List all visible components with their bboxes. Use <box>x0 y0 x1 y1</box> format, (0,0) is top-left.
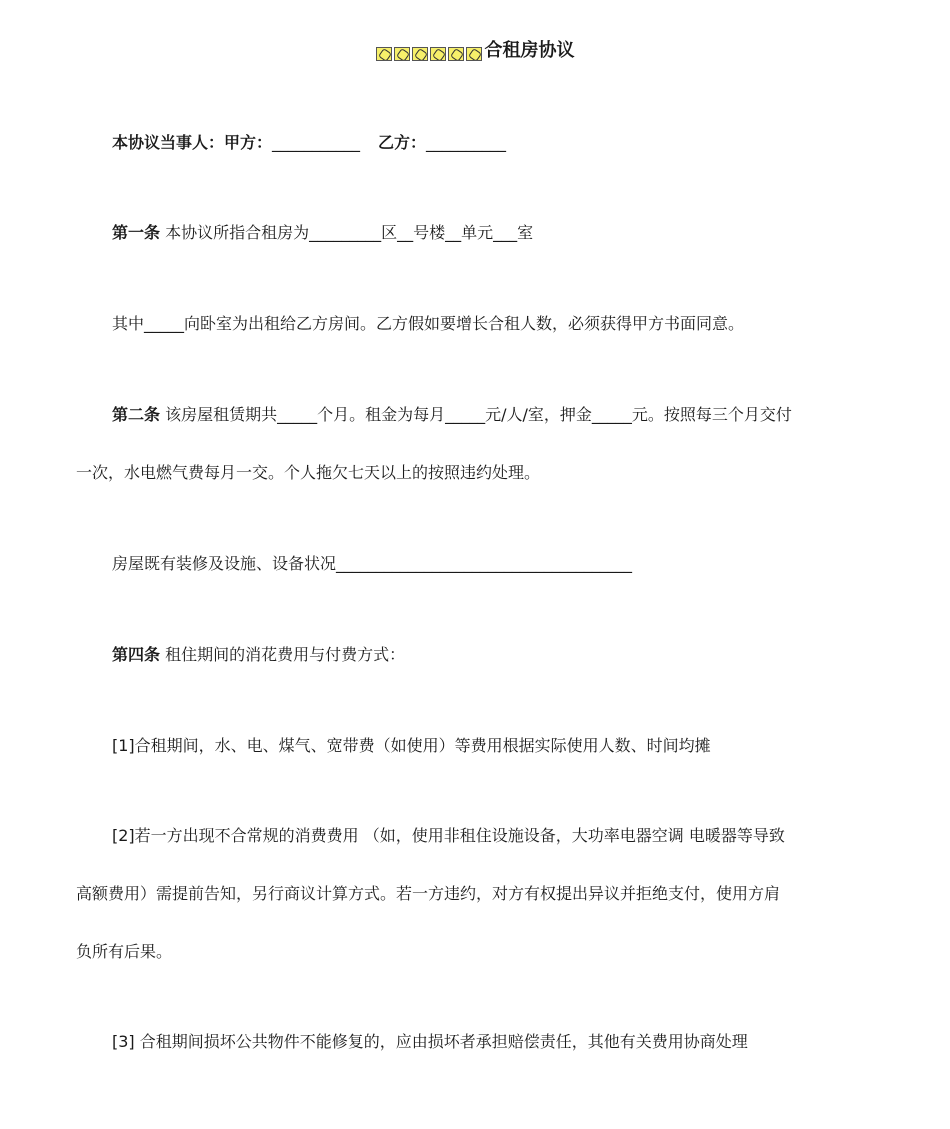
garbled-glyph-icon <box>448 47 464 61</box>
garbled-glyph-icon <box>394 47 410 61</box>
parties-line <box>112 133 506 153</box>
document-title-row <box>0 40 950 62</box>
item-2-line-2: 高额费用）需提前告知，另行商议计算方式。若一方违约，对方有权提出异议并拒绝支付，使用方肩 <box>76 884 781 903</box>
article-4-heading: 第四条 <box>112 645 161 664</box>
facilities-line: 房屋既有装修及设施、设备状况_____________________________________ <box>112 554 633 573</box>
article-1-text: 本协议所指合租房为_________区__号楼__单元___室 <box>160 223 534 242</box>
article-1-heading: 第一条 <box>112 223 161 242</box>
party-a-blank: ___________ <box>272 133 361 152</box>
item-3: [3] 合租期间损坏公共物件不能修复的，应由损坏者承担赔偿责任，其他有关费用协商处理 <box>112 1032 748 1051</box>
parties-label: 本协议当事人：甲方： <box>112 133 273 152</box>
garbled-glyph-icon <box>376 47 392 61</box>
article-2-continued: 一次，水电燃气费每月一交。个人拖欠七天以上的按照违约处理。 <box>76 463 541 482</box>
article-4 <box>112 645 405 665</box>
garbled-glyph-icon <box>430 47 446 61</box>
party-b-blank: __________ <box>426 133 507 152</box>
article-2 <box>112 405 792 425</box>
garbled-glyph-icon <box>412 47 428 61</box>
article-2-heading: 第二条 <box>112 405 161 424</box>
party-b-label: 乙方： <box>378 133 427 152</box>
article-4-text: 租住期间的消花费用与付费方式： <box>160 645 406 664</box>
item-2-line-1: [2]若一方出现不合常规的消费费用 （如，使用非租住设施设备，大功率电器空调 电暖器等导致 <box>112 826 785 845</box>
garbled-glyph-icon <box>466 47 482 61</box>
article-1 <box>112 223 533 243</box>
article-2-text: 该房屋租赁期共_____个月。租金为每月_____元/人/室，押金_____元。按照每三个月交付 <box>160 405 792 424</box>
garbled-glyph-strip <box>376 43 484 59</box>
item-1: [1]合租期间，水、电、煤气、宽带费（如使用）等费用根据实际使用人数、时间均摊 <box>112 736 711 755</box>
item-2-line-3: 负所有后果。 <box>76 942 173 961</box>
article-1-continued: 其中_____向卧室为出租给乙方房间。乙方假如要增长合租人数，必须获得甲方书面同意。 <box>112 314 745 333</box>
document-title: 合租房协议 <box>484 40 575 61</box>
